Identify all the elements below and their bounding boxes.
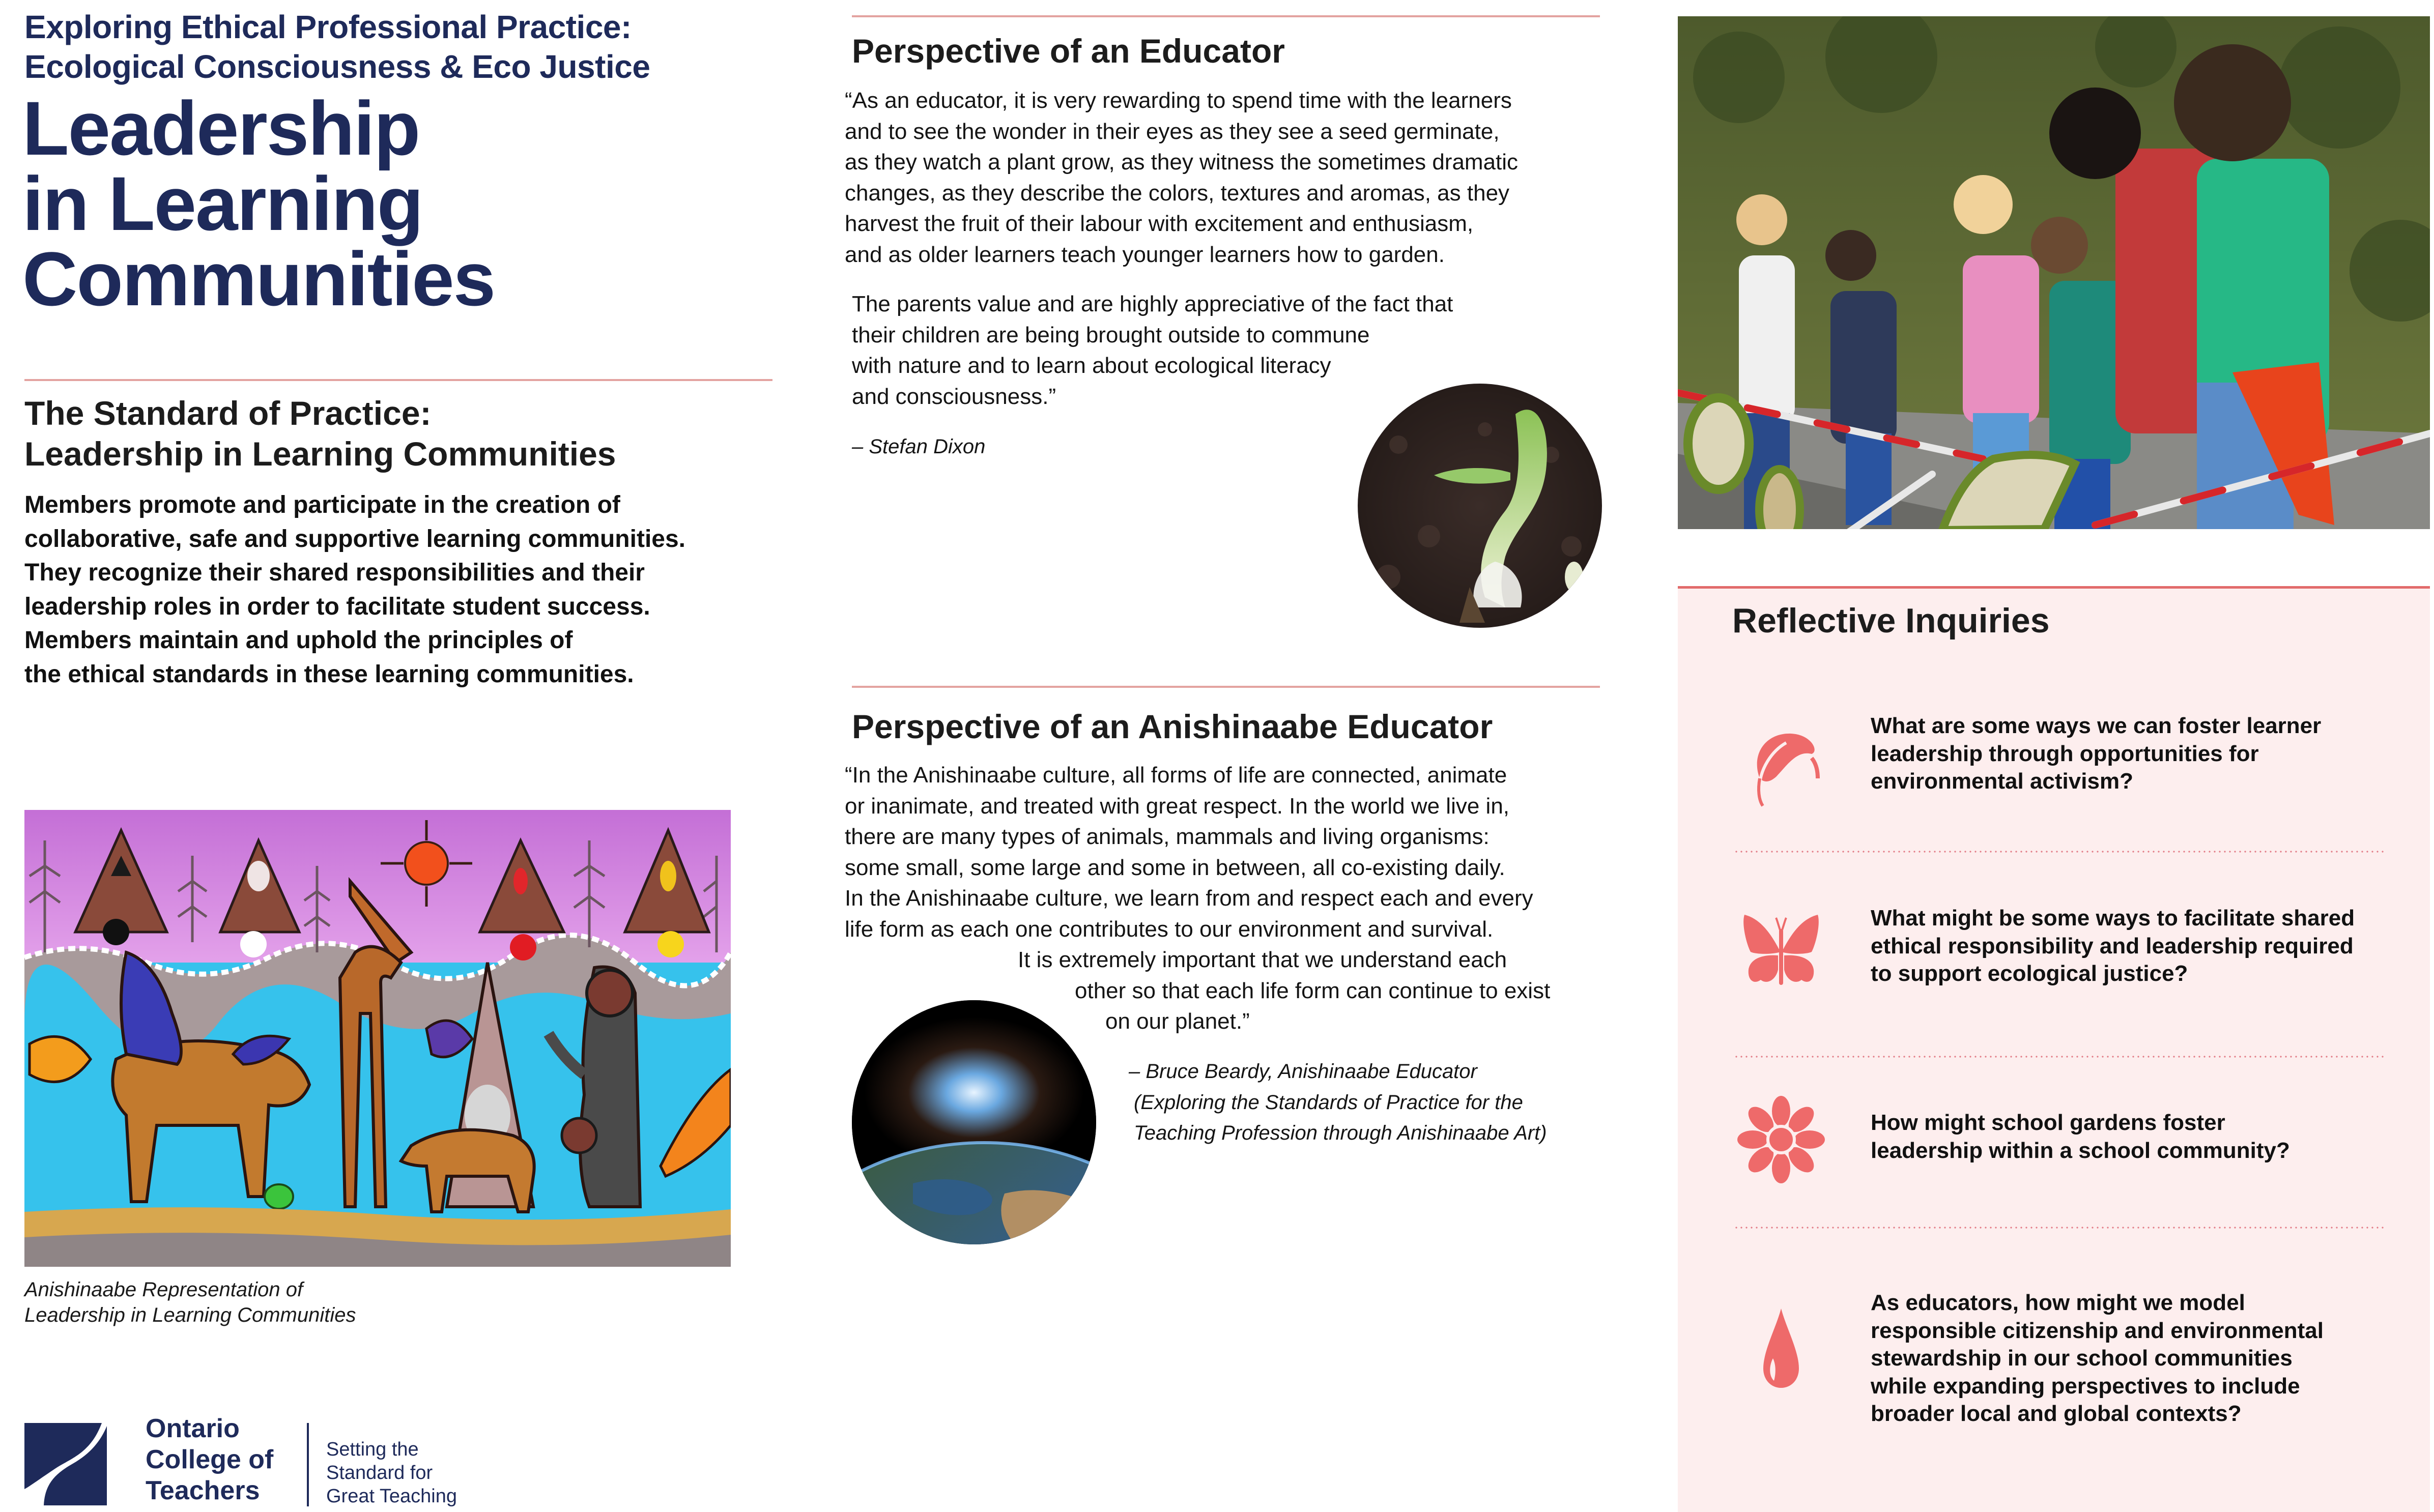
body-line: leadership roles in order to facilitate student success. (24, 593, 650, 620)
quote-line: The parents value and are highly appreciative of the fact that (852, 292, 1453, 316)
question-line: broader local and global contexts? (1871, 1401, 2242, 1426)
quote-line: or inanimate, and treated with great respect. In the world we live in, (845, 793, 1510, 819)
anishinaabe-educator-heading: Perspective of an Anishinaabe Educator (852, 708, 1493, 745)
anishinaabe-artwork-image (24, 810, 731, 1267)
quote-line: as they watch a plant grow, as they witness the sometimes dramatic (845, 150, 1519, 175)
title-line: Leadership (22, 85, 420, 171)
oct-logo-tagline (326, 1438, 457, 1508)
earth-from-space-image (852, 1000, 1096, 1244)
anishinaabe-attribution (1129, 1056, 1547, 1149)
leaf-icon (1735, 718, 1827, 810)
inquiry-question (1871, 1109, 2410, 1165)
question-line: What might be some ways to facilitate shared (1871, 906, 2355, 931)
page-title (22, 85, 684, 322)
pond-dipping-photo (1678, 16, 2430, 529)
anishinaabe-quote (845, 760, 1598, 1037)
section-divider (852, 15, 1600, 17)
quote-line: some small, some large and some in between, all co-existing daily. (845, 855, 1505, 880)
oct-logo-name (146, 1413, 273, 1506)
question-line: leadership through opportunities for (1871, 741, 2259, 766)
dotted-divider (1734, 1227, 2385, 1229)
logo-name-line: Teachers (146, 1476, 260, 1505)
quote-line: there are many types of animals, mammals and living organisms: (845, 824, 1490, 849)
oct-logo-mark-icon (24, 1423, 107, 1505)
educator-quote-paragraph-2 (852, 289, 1513, 412)
quote-line: and consciousness.” (852, 384, 1056, 409)
quote-line: and to see the wonder in their eyes as they see a seed germinate, (845, 119, 1500, 144)
attribution-line: – Stefan Dixon (852, 435, 986, 458)
body-line: Members maintain and uphold the principles of (24, 627, 573, 654)
section-divider (852, 686, 1600, 688)
title-line: Communities (22, 236, 495, 322)
quote-line: harvest the fruit of their labour with excitement and enthusiasm, (845, 211, 1474, 236)
water-drop-icon (1735, 1302, 1827, 1394)
inquiry-question (1871, 1289, 2410, 1428)
heading-line: The Standard of Practice: (24, 394, 432, 432)
section-divider (24, 379, 772, 381)
educator-quote-paragraph-1 (845, 85, 1598, 270)
caption-line: Anishinaabe Representation of (24, 1278, 303, 1301)
title-line: in Learning (22, 161, 423, 246)
quote-line: It is extremely important that we understand each (1018, 947, 1507, 972)
standard-description (24, 488, 772, 691)
quote-line: with nature and to learn about ecological literacy (852, 353, 1331, 378)
body-line: Members promote and participate in the creation of (24, 491, 620, 518)
question-line: to support ecological justice? (1871, 961, 2188, 986)
caption-line: Leadership in Learning Communities (24, 1304, 356, 1326)
inquiry-question (1871, 905, 2410, 988)
question-line: leadership within a school community? (1871, 1138, 2290, 1163)
attribution-line: Teaching Profession through Anishinaabe Art) (1134, 1122, 1547, 1144)
flower-icon (1735, 1094, 1827, 1185)
kicker-line: Ecological Consciousness & Eco Justice (24, 48, 650, 85)
question-line: stewardship in our school communities (1871, 1346, 2293, 1371)
tagline-line: Standard for (326, 1462, 433, 1484)
artwork-caption (24, 1277, 635, 1328)
question-line: while expanding perspectives to include (1871, 1373, 2300, 1399)
logo-divider (307, 1423, 309, 1506)
question-line: responsible citizenship and environmental (1871, 1318, 2324, 1343)
quote-line: “In the Anishinaabe culture, all forms of life are connected, animate (845, 763, 1507, 788)
quote-line: changes, as they describe the colors, textures and aromas, as they (845, 180, 1510, 206)
logo-name-line: Ontario (146, 1414, 240, 1443)
question-line: How might school gardens foster (1871, 1110, 2225, 1135)
series-kicker (24, 7, 737, 86)
logo-name-line: College of (146, 1445, 274, 1474)
educator-heading: Perspective of an Educator (852, 32, 1285, 70)
attribution-line: – Bruce Beardy, Anishinaabe Educator (1129, 1060, 1477, 1083)
quote-line: “As an educator, it is very rewarding to spend time with the learners (845, 88, 1512, 113)
seedling-image (1358, 384, 1602, 628)
reflective-inquiries-heading: Reflective Inquiries (1732, 601, 2050, 640)
question-line: What are some ways we can foster learner (1871, 713, 2322, 738)
body-line: the ethical standards in these learning communities. (24, 660, 634, 688)
body-line: They recognize their shared responsibilities and their (24, 559, 645, 586)
educator-attribution (852, 431, 985, 462)
quote-line: on our planet.” (1105, 1009, 1250, 1034)
quote-line: other so that each life form can continue to exist (1075, 978, 1551, 1003)
butterfly-icon (1735, 904, 1827, 995)
heading-line: Leadership in Learning Communities (24, 435, 616, 473)
question-line: environmental activism? (1871, 769, 2133, 794)
tagline-line: Great Teaching (326, 1486, 457, 1507)
quote-line: their children are being brought outside to commune (852, 322, 1370, 347)
body-line: collaborative, safe and supportive learning communities. (24, 525, 685, 553)
question-line: ethical responsibility and leadership required (1871, 933, 2354, 958)
dotted-divider (1734, 1056, 2385, 1058)
quote-line: In the Anishinaabe culture, we learn from and respect each and every (845, 886, 1533, 911)
quote-line: life form as each one contributes to our environment and survival. (845, 916, 1494, 942)
attribution-line: (Exploring the Standards of Practice for the (1134, 1091, 1523, 1114)
quote-line: and as older learners teach younger learners how to garden. (845, 242, 1445, 267)
inquiry-question (1871, 712, 2410, 796)
kicker-line: Exploring Ethical Professional Practice: (24, 9, 632, 45)
dotted-divider (1734, 851, 2385, 853)
question-line: As educators, how might we model (1871, 1290, 2245, 1315)
standard-heading (24, 393, 772, 474)
tagline-line: Setting the (326, 1439, 419, 1460)
